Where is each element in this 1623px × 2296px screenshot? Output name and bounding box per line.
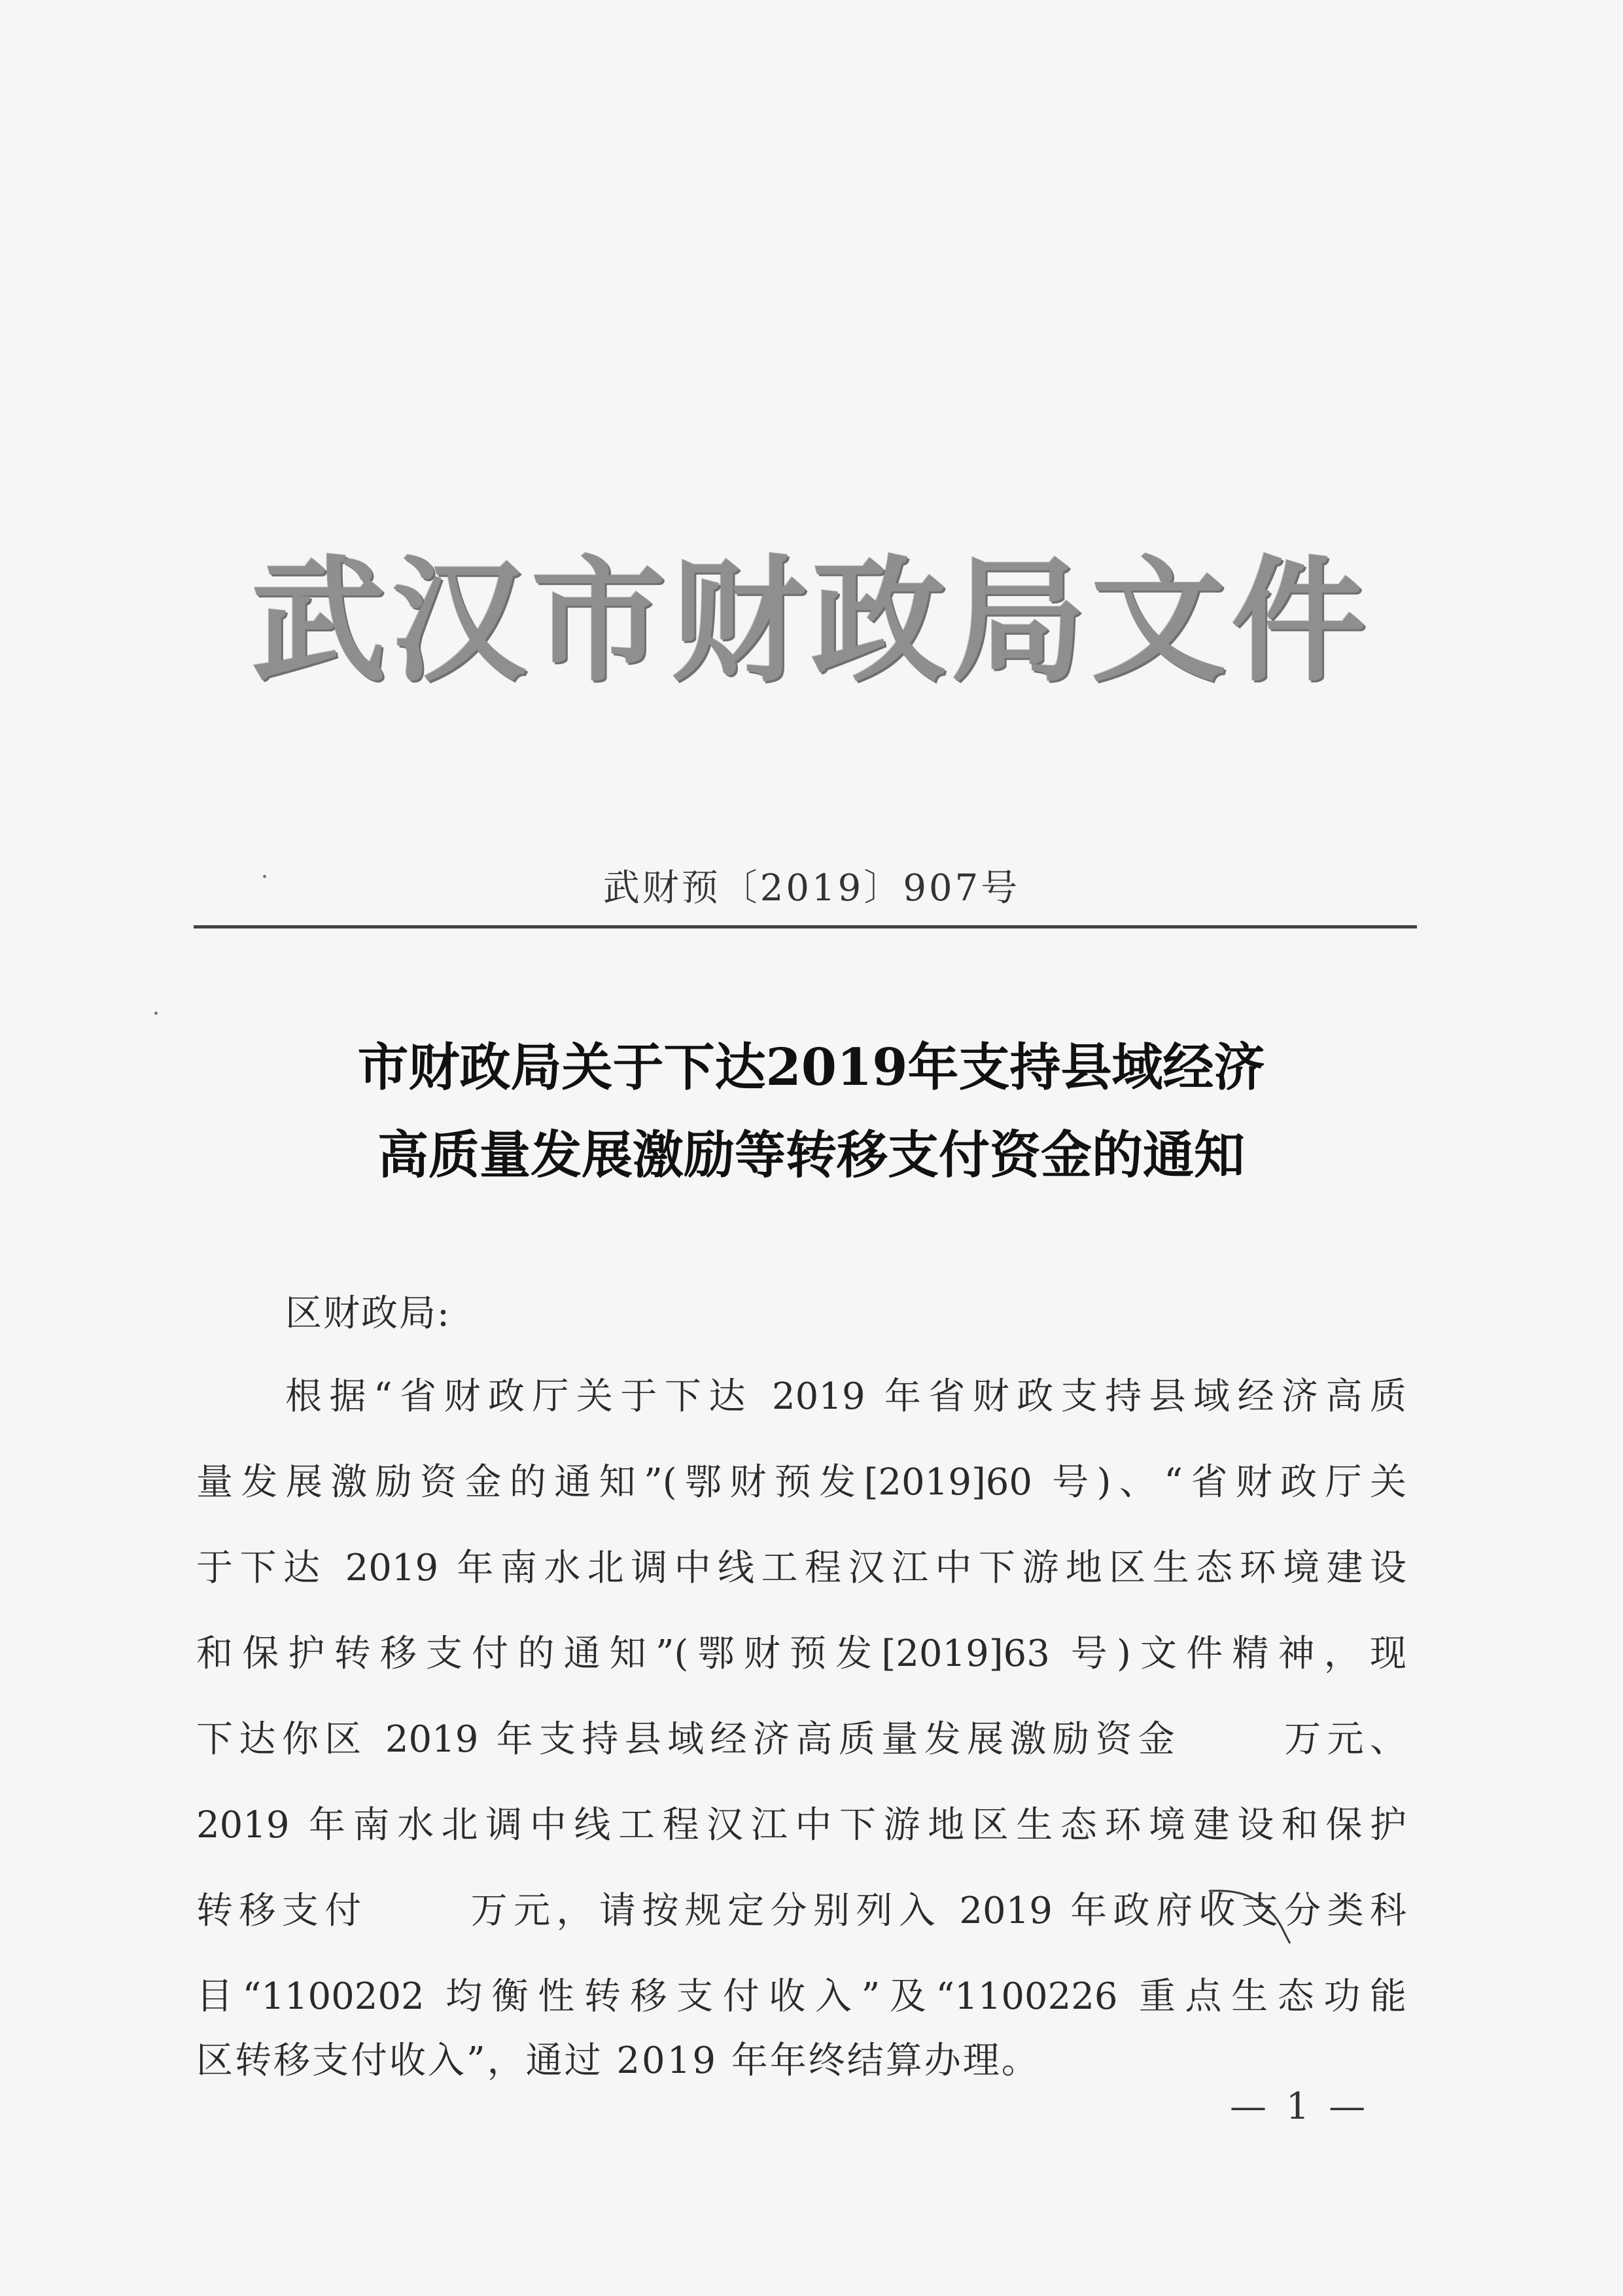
handwritten-pen-mark <box>1204 1878 1295 1950</box>
document-title <box>196 1024 1426 1199</box>
scan-speck <box>263 875 266 878</box>
scan-speck <box>154 1012 158 1015</box>
body-line: 区转移支付收入”，通过 2019 年年终结算办理。 <box>196 2040 1040 2082</box>
body-line: 于下达 2019 年南水北调中线工程汉江中下游地区生态环境建设 <box>196 1547 1406 1589</box>
title-line-1: 市财政局关于下达2019年支持县域经济 <box>357 1038 1265 1097</box>
document-number: 武财预〔2019〕907号 <box>602 867 1021 910</box>
issuer-masthead: 武汉市财政局文件 <box>251 543 1371 700</box>
body-line: 转移支付 万元，请按规定分别列入 2019 年政府收支分类科 <box>196 1890 1406 1932</box>
body-line: 和保护转移支付的通知”(鄂财预发[2019]63 号)文件精神，现 <box>196 1633 1406 1675</box>
body-line: 根据“省财政厅关于下达 2019 年省财政支持县域经济高质 <box>285 1375 1406 1418</box>
page-number: — 1 — <box>1230 2085 1370 2128</box>
header-divider <box>194 925 1417 928</box>
body-line: 下达你区 2019 年支持县域经济高质量发展激励资金 万元、 <box>196 1718 1406 1761</box>
body-line: 2019 年南水北调中线工程汉江中下游地区生态环境建设和保护 <box>196 1804 1406 1846</box>
salutation: 区财政局: <box>285 1292 451 1335</box>
body-line: 目“1100202 均衡性转移支付收入”及“1100226 重点生态功能 <box>196 1975 1406 2018</box>
title-line-2: 高质量发展激励等转移支付资金的通知 <box>377 1125 1245 1185</box>
body-line: 量发展激励资金的通知”(鄂财预发[2019]60 号)、“省财政厅关 <box>196 1461 1406 1504</box>
